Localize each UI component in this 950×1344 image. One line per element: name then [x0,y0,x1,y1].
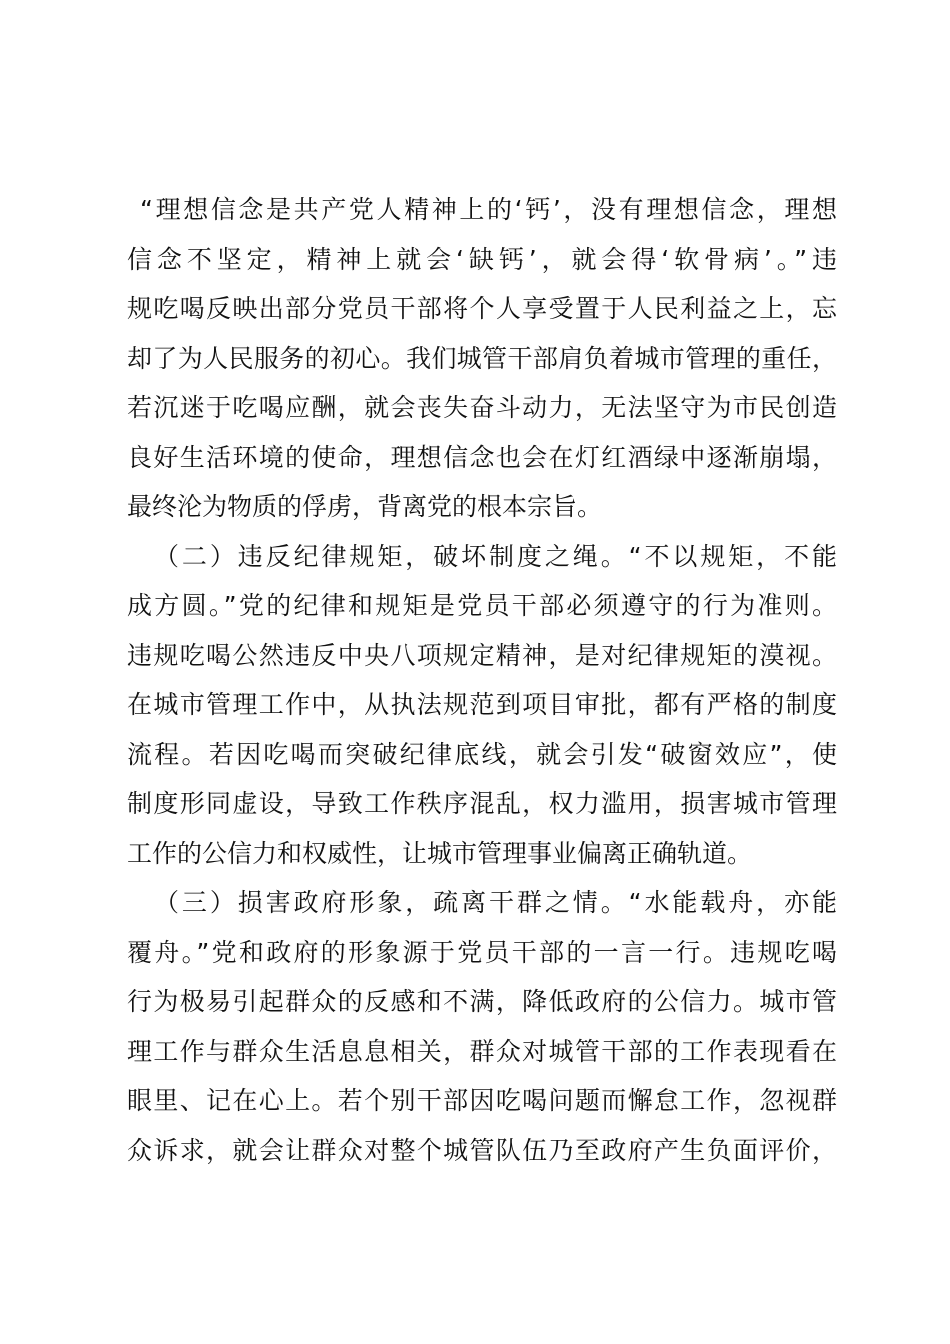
text-line: 良好生活环境的使命，理想信念也会在灯红酒绿中逐渐崩塌， [127,442,837,472]
text-line: 若沉迷于吃喝应酬，就会丧失奋斗动力，无法坚守为市民创造 [127,393,837,422]
section-heading-line: （二）违反纪律规矩，破坏制度之绳。“不以规矩，不能 [154,541,837,571]
text-line: 制度形同虚设，导致工作秩序混乱，权力滥用，损害城市管理 [127,789,837,818]
section-heading-line: （三）损害政府形象，疏离干群之情。“水能载舟，亦能 [154,888,837,917]
text-line: 最终沦为物质的俘虏，背离党的根本宗旨。 [127,492,603,521]
text-line: “理想信念是共产党人精神上的‘钙’，没有理想信念，理想 [140,195,837,224]
text-line: 在城市管理工作中，从执法规范到项目审批，都有严格的制度 [127,690,837,719]
text-line: 却了为人民服务的初心。我们城管干部肩负着城市管理的重任， [127,343,837,373]
text-line: 眼里、记在心上。若个别干部因吃喝问题而懈怠工作，忽视群 [127,1086,837,1115]
document-body [127,185,837,1175]
text-line: 行为极易引起群众的反感和不满，降低政府的公信力。城市管 [127,987,837,1016]
text-line: 理工作与群众生活息息相关，群众对城管干部的工作表现看在 [127,1036,837,1066]
text-line: 成方圆。”党的纪律和规矩是党员干部必须遵守的行为准则。 [127,591,837,620]
text-line: 信念不坚定，精神上就会‘缺钙’，就会得‘软骨病’。”违 [127,244,837,274]
text-line: 规吃喝反映出部分党员干部将个人享受置于人民利益之上，忘 [127,294,837,323]
text-line: 工作的公信力和权威性，让城市管理事业偏离正确轨道。 [127,838,753,868]
text-line: 违规吃喝公然违反中央八项规定精神，是对纪律规矩的漠视。 [127,640,837,670]
text-line: 众诉求，就会让群众对整个城管队伍乃至政府产生负面评价， [127,1135,837,1165]
text-line: 覆舟。”党和政府的形象源于党员干部的一言一行。违规吃喝 [127,937,837,967]
text-line: 流程。若因吃喝而突破纪律底线，就会引发“破窗效应”，使 [127,739,837,769]
